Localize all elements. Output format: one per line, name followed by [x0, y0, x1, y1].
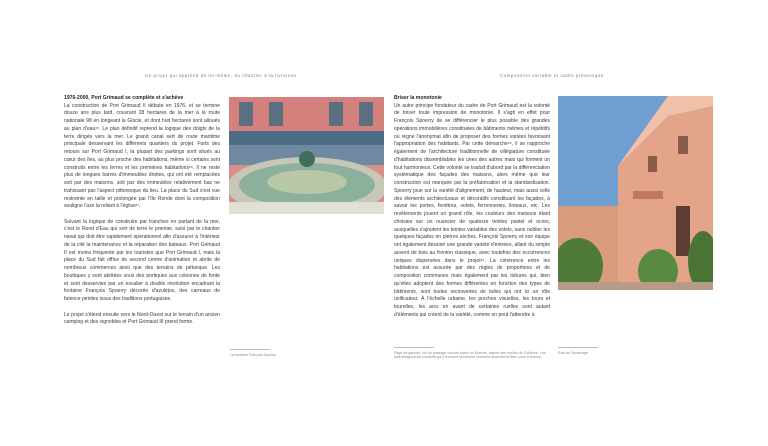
- caption-rule: [394, 347, 434, 348]
- caption-fountain: [230, 349, 350, 357]
- caption-left-page: [394, 347, 549, 360]
- section-heading: Briser la monotonie: [394, 95, 442, 101]
- caption-rule: [230, 349, 270, 350]
- paragraph: Un autre principe fondateur du cadre de Port Grimaud est la volonté de briser toute impression de monotonie. Il s'agit en effet pour François Spoerry de se différencier le plus possible des grandes opérations immobilières constituées de bâtiments mêmes et répétitifs où règne l'anonymat afin de proposer des formes variées favorisant l'appropriation des habitants. Par cette démarche¹⁸, il se rapproche également de l'architecture traditionnelle de villégiature constituée d'habitations dissemblables les unes des autres mais qui forment un tout harmonieux. Cette volonté se traduit d'abord par la différenciation systématique des façades des maisons, alors même que leur construction est marquée par la préfabrication et la standardisation. Spoerry joue sur la variété d'alignement, de hauteur, mais aussi celle des éléments architecturaux et décoratifs constituant les façades, à savoir les portes, fenêtres, volets, ferronneries, linteaux, etc. Les revêtements jouent un grand rôle, les couleurs des maisons étant choisies sur un nuancier de quatorze teintes pastel et ocres, auxquelles s'ajoutent les teintes variables des volets, sans oublier les quelques façades en pierres sèches. François Spoerry et son équipe ont également dessiné une grande variété d'entrées, allant du simple auvent de bois au fronton classique, avec toutefois des occurrences uniques dispersées dans le projet¹⁹. La cohérence entre les habitations est assurée par des règles de proportions et de composition communes mais également par les toitures qui, bien qu'elles adoptent des formes différentes en fonction des types de bâtiments, sont toutes recouvertes de tuiles qui ont ici un rôle unificateur. À l'échelle urbaine, les porches visuelles, les tours et tourelles, les arcs en avant de certaines ruelles sont autant d'éléments qui créent de la variété, comme on peut l'attendre à: [394, 102, 550, 318]
- paragraph: La construction de Port Grimaud II débute en 1976, et se termine douze ans plus tard, couvrant 28 hectares de la mer à la route nationale 98 en longeant la Giscle, et dont huit hectares sont alloués au plan d'eau¹⁵. Le plan définitif reprend la logique des doigts de la terre dirigés vers la mer. Le grand canal sert de route maritime principale desservant les différents quartiers du projet. Forts des retours sur Port Grimaud I, la plupart des parkings sont situés au cœur des îles, au plus proche des habitations, même si certains sont construits entre les terres et les premières habitations¹⁶. Il ne reste plus de longues barres d'immeubles droites, qui ont été remplacées soit par des maisons, soit par des immeubles relativement bas ne trahissant pas l'aspect pittoresque du lieu. La place du Sud s'est vue restreinte en taille et prolongée par l'île Ronde dont la composition souligne l'axe la reliant à l'église¹⁷.: [64, 102, 220, 210]
- paragraph: Suivant la logique de construire par tranches en partant de la mer, c'est le Rond d'Eau qui sort de terre le premier, suivi par le chantier naval qui doit être rapidement opérationnel afin d'assurer à l'intérieur de la cité la maintenance et la réparation des bateaux. Port Grimaud II est moins fréquenté par les touristes que Port Grimaud I, mais la place du Sud fait office de second centre d'animation et abrite de nombreux commerces ainsi que des terrains de pétanque. Les boutiques y sont abritées sous des portiques aux colonnes de fonte et sont desservies par un escalier à double révolution encadrant la fontaine François Spoerry décorée d'azulejos, des carreaux de faïence peintes issus des traditions portugaises.: [64, 218, 220, 303]
- caption-text: La fontaine François Spoerry: [230, 353, 277, 357]
- section-heading: 1976-2000, Port Grimaud se complète et s'achève: [64, 95, 184, 101]
- fountain-photo: [229, 97, 384, 214]
- running-head-right: Composition variable et cadre pittoresque: [500, 73, 604, 78]
- caption-street: [558, 347, 678, 355]
- caption-text: Rue de l'Amarrage: [558, 351, 588, 355]
- caption-text: Page de gauche, vol du passage couvert place du Marché, inspiré des ruelles de Collioure. Les toits intégrant les conduits qui y trouvent forcément conduits ramenant la fleur pour le fleuron: [394, 351, 546, 360]
- paragraph: Le projet s'étend ensuite vers le Nord-Ouest sur le terrain d'un ancien camping et des vignobles et Port Grimaud III prend forme.: [64, 311, 220, 326]
- right-text-column: [394, 95, 550, 327]
- caption-rule: [558, 347, 598, 348]
- street-photo: [558, 96, 713, 290]
- running-head-left: Un projet qui apprend de lui-même, du chantier à la livraison: [145, 73, 297, 78]
- left-text-column: [64, 95, 220, 335]
